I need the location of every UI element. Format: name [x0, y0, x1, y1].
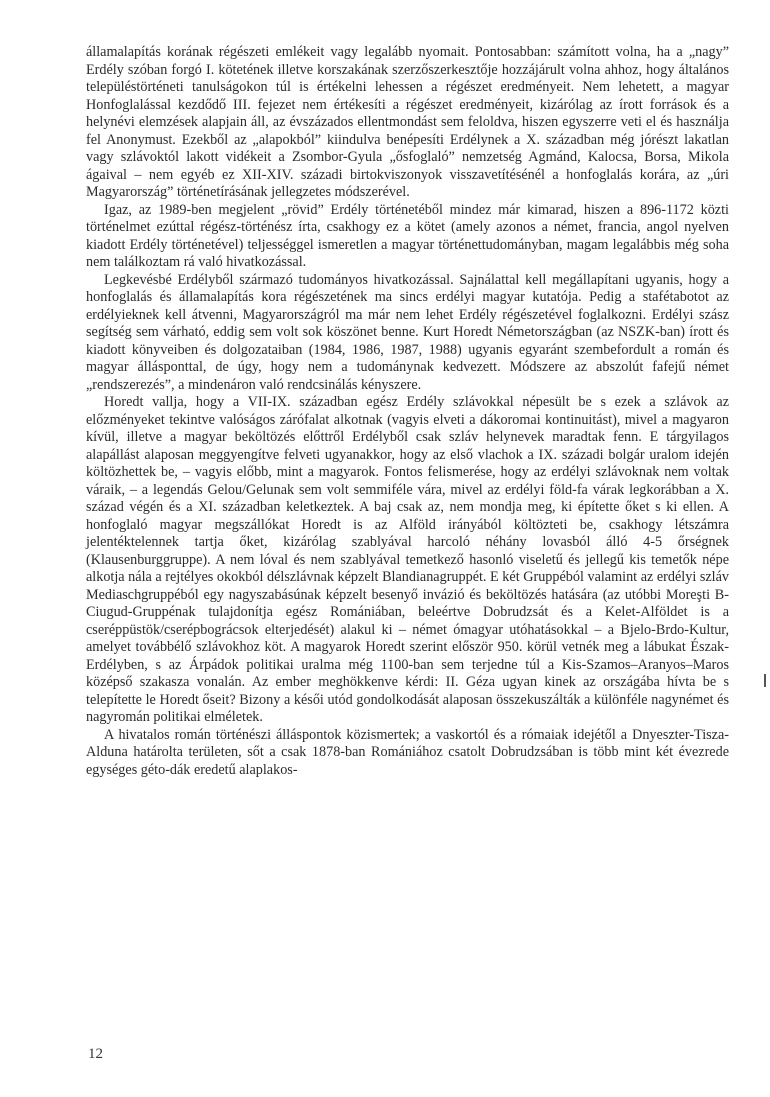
paragraph-2: Igaz, az 1989-ben megjelent „rövid” Erdély történetéből mindez már kimarad, hiszen a 896-1172 közti történelmet ezúttal régész-történész írta, csakhogy ez a kötet (amely azonos a német, francia, angol nyelven kiadott Erdély történetével) teljességgel ismeretlen a magyar történettudományban, magam legalábbis még soha nem találkoztam rá való hivatkozással.: [86, 201, 729, 270]
page-number: 12: [88, 1046, 103, 1062]
paragraph-5: A hivatalos román történészi álláspontok közismertek; a vaskortól és a rómaiak idejétől a Dnyeszter-Tisza-Aldunа határolta területen, sőt a csak 1878-ban Romániához csatolt Dobrudzsában is több mint két évezrede egységes géto-dák eredetű alaplakos-: [86, 726, 729, 778]
paragraph-3: Legkevésbé Erdélyből származó tudományos hivatkozással. Sajnálattal kell megállapítani ugyanis, hogy a honfoglalás és államalapítás kora régészetének ma sincs erdélyi magyar kutatója. Pedig a stafétabotot az erdélyieknek kell átvenni, Magyarországról ma már nem lehet Erdély régészetével foglalkozni. Erdélyi szász segítség sem várható, eddig sem volt sok köszönet benne. Kurt Horedt Németországban (az NSZK-ban) írott és kiadott könyveiben és dolgozataiban (1984, 1986, 1987, 1988) ugyanis egyaránt szembefordult a román és magyar állásponttal, de úgy, hogy nem a tudománynak kedvezett. Módszere az abszolút fafejű német „rendszerezés”, a mindenáron való rendcsinálás kényszere.: [86, 271, 729, 393]
document-page: [86, 44, 729, 779]
margin-mark: [764, 674, 766, 687]
paragraph-4: Horedt vallja, hogy a VII-IX. században egész Erdély szlávokkal népesült be s ezek a szlávok az előzményeket tekintve valóságos zárófalat alkotnak (vagyis elveti a dákoromai kontinuitást), mivel a magyaron kívül, illetve a magyar beköltözés előttről Erdélyből csak szláv helynevek maradtak fenn. E tárgyilagos alapállást alaposan meggyengítve felveti ugyanakkor, hogy az első vlachok a IX. századi bolgár uralom idején költözhettek be, – vagyis előbb, mint a magyarok. Fontos felismerése, hogy az erdélyi szlávoknak nem voltak váraik, – a legendás Gelou/Gelunak sem volt semmiféle vára, mivel az erdélyi föld-fa várak legkorábban a X. század végén és a XI. században keletkeztek. A baj csak az, nem mondja meg, ki építette őket s ki ellen. A honfoglaló magyar megszállókat Horedt is az Alföld irányából költözteti be, csakhogy létszámra jelentéktelennek tartja őket, kizárólag szablyával harcoló néhány lovasból álló 4-5 őrségnek (Klausenburggruppe). A nem lóval és nem szablyával temetkező hasonló viseletű és jellegű kis temetők népe alkotja nála a rejtélyes okokból délszlávnak képzelt Blandianagruppét. E két Gruppéból valamint az erdélyi szláv Mediaschgruppéból egy nagyszabásúnak képzelt besenyő invázió és beköltözés hatására (az utóbbi Moreşti B-Ciugud-Gruppénak tulajdonítja egész Romániában, beleértve Dobrudzsát és a Kelet-Alföldet is a cseréppüstök/cserépbográcsok elterjedését) alakul ki – német ómagyar utóhatásokkal – a Bjelo-Brdo-Kultur, amelyet továbbélő szlávokhoz köt. A magyarok Horedt szerint először 950. körül vetnék meg a lábukat Észak-Erdélyben, s az Árpádok politikai uralma még 1100-ban sem terjedne túl a Kis-Szamos–Aranyos–Maros középső szakasza vonalán. Az ember meghökkenve kérdi: II. Géza ugyan kinek az országába hívta be s telepítette le Horedt őseit? Bizony a késői utód gondolkodását alaposan összekuszálták a különféle nagynémet és nagyromán politikai elméletek.: [86, 394, 729, 725]
paragraph-1: államalapítás korának régészeti emlékeit vagy legalább nyomait. Pontosabban: számított volna, ha a „nagy” Erdély szóban forgó I. kötetének illetve korszakának szerzőszerkesztője hozzájárult volna ahhoz, hogy általános településtörténeti tanulságokon túl is értékelni lehessen a régészet eredményeit. Nem lehetett, a magyar Honfoglalással kezdődő III. fejezet nem értékesíti a régészet eredményeit, kizárólag az írott források és a helynévi elemzések alapjain áll, az évszázados ellentmondást sem feloldva, hiszen egyszerre veti el és használja fel Anonymust. Ezekből az „alapokból” kiindulva benépesíti Erdélynek a X. században még jórészt lakatlan vagy szlávoktól lakott vidékeit a Zsombor-Gyula „ősfoglaló” nemzetség Agmánd, Kalocsa, Borsa, Mikola ágaival – nem egyéb ez XII-XIV. századi birtokviszonyok visszavetítésénél a honfoglalás korára, az „úri Magyarország” történetírásának jellegzetes módszerével.: [86, 44, 729, 200]
